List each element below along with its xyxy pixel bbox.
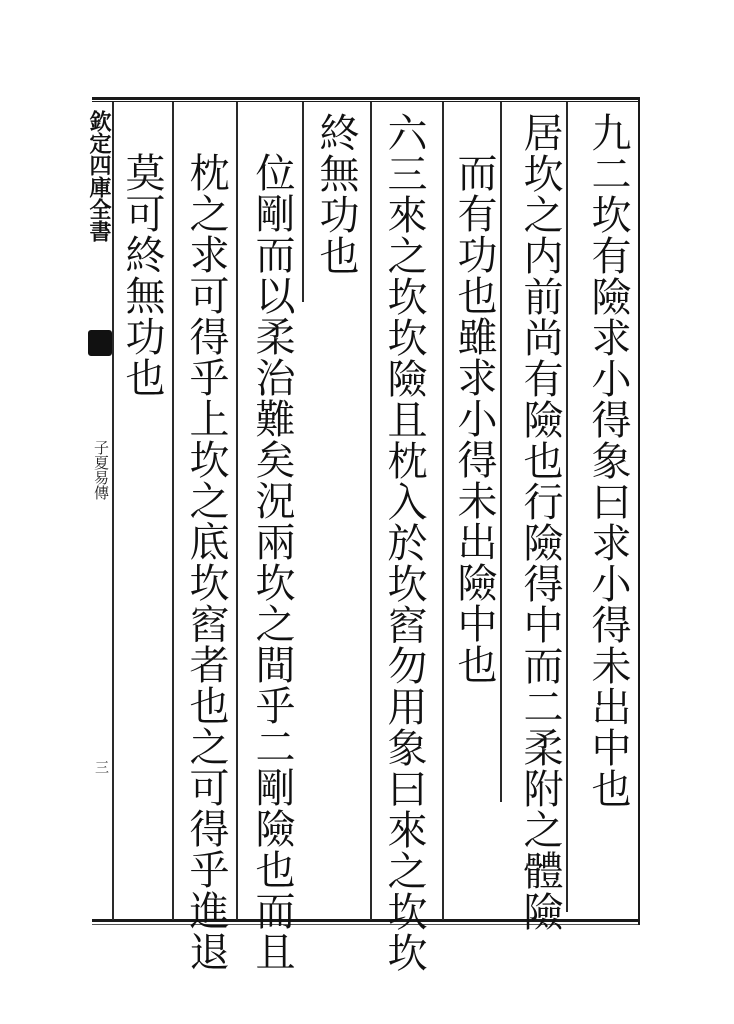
text-column-1: 九二坎有險求小得象曰求小得未出中也 (585, 112, 631, 809)
column-divider (112, 102, 114, 920)
column-divider (302, 102, 304, 302)
top-border-inner (92, 101, 640, 102)
column-divider (172, 102, 174, 920)
text-column-5: 終無功也 (313, 112, 359, 276)
text-column-2: 居坎之内前尚有險也行險得中而二柔附之體險 (517, 112, 563, 932)
column-divider (566, 102, 568, 912)
column-divider (236, 102, 238, 920)
column-divider (500, 102, 502, 802)
column-divider (442, 102, 444, 920)
text-column-4: 六三來之坎坎險且枕入於坎窞勿用象曰來之坎坎 (381, 112, 427, 973)
margin-book-title: 子夏易傳 (92, 440, 110, 500)
margin-page-number: 三 (93, 760, 109, 774)
margin-title: 欽定四庫全書 (86, 110, 112, 242)
right-border (638, 97, 640, 925)
margin-fishtail-mark (88, 330, 112, 356)
text-column-3: 而有功也雖求小得未出險中也 (451, 152, 497, 685)
text-column-6: 位剛而以柔治難矣況兩坎之間乎二剛險也而且 (249, 152, 295, 972)
column-divider (370, 102, 372, 920)
text-column-7: 枕之求可得乎上坎之底坎窞者也之可得乎進退 (183, 152, 229, 972)
top-border (92, 97, 640, 100)
text-column-8: 莫可終無功也 (119, 152, 165, 398)
